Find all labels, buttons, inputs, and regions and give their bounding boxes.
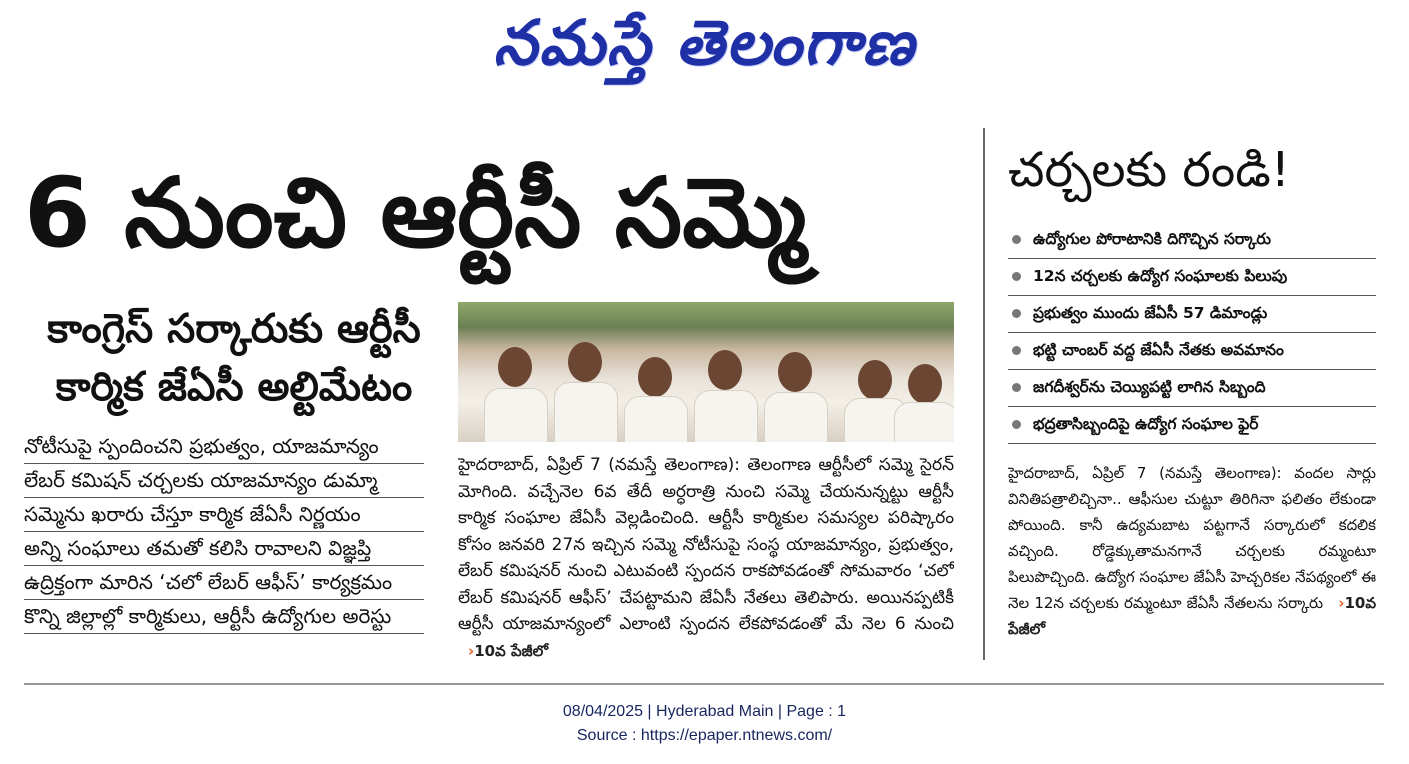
subhead-line-2: కార్మిక జేఏసీ అల్టిమేటం bbox=[55, 364, 413, 410]
side-bullet bbox=[1008, 259, 1376, 296]
photo-person-shirt bbox=[484, 388, 548, 442]
bullet-dot-icon bbox=[1012, 383, 1021, 392]
bullet-dot-icon bbox=[1012, 272, 1021, 281]
photo-person bbox=[708, 350, 742, 390]
side-bullet-text: భట్టి చాంబర్ వద్ద జేఏసీ నేతకు అవమానం bbox=[1033, 341, 1284, 359]
main-bullet: నోటీసుపై స్పందించని ప్రభుత్వం, యాజమాన్యం bbox=[24, 430, 424, 464]
side-bullet-list bbox=[1008, 222, 1376, 444]
footer-edition-info: 08/04/2025 | Hyderabad Main | Page : 1 bbox=[562, 703, 847, 720]
photo-person bbox=[858, 360, 892, 400]
bullet-dot-icon bbox=[1012, 420, 1021, 429]
side-headline: చర్చలకు రండి! bbox=[1008, 142, 1290, 198]
photo-person-shirt bbox=[764, 392, 828, 442]
main-continued-label: 10వ పేజీలో bbox=[474, 641, 549, 660]
bullet-dot-icon bbox=[1012, 346, 1021, 355]
main-bullet: ఉద్రిక్తంగా మారిన ‘చలో లేబర్ ఆఫీస్’ కార్యక్రమం bbox=[24, 566, 424, 600]
side-article-body bbox=[1008, 460, 1376, 670]
side-bullet bbox=[1008, 333, 1376, 370]
column-divider bbox=[983, 128, 985, 660]
side-bullet bbox=[1008, 370, 1376, 407]
side-bullet bbox=[1008, 222, 1376, 259]
side-bullet-text: ప్రభుత్వం ముందు జేఏసీ 57 డిమాండ్లు bbox=[1033, 304, 1268, 322]
main-continued-link[interactable] bbox=[468, 642, 548, 660]
photo-person-shirt bbox=[894, 402, 954, 442]
page-divider bbox=[24, 683, 1384, 685]
photo-person-shirt bbox=[554, 382, 618, 442]
main-subhead bbox=[24, 300, 444, 424]
main-headline: 6 నుంచి ఆర్టీసీ సమ్మె bbox=[24, 157, 807, 269]
subhead-line-1: కాంగ్రెస్ సర్కారుకు ఆర్టీసీ bbox=[47, 306, 421, 352]
photo-person bbox=[908, 364, 942, 404]
side-bullet-text: 12న చర్చలకు ఉద్యోగ సంఘాలకు పిలుపు bbox=[1033, 267, 1288, 285]
side-bullet bbox=[1008, 407, 1376, 444]
photo-person-shirt bbox=[624, 396, 688, 442]
side-bullet-text: ఉద్యోగుల పోరాటానికి దిగొచ్చిన సర్కారు bbox=[1033, 230, 1271, 248]
photo-person-shirt bbox=[694, 390, 758, 442]
photo-person bbox=[568, 342, 602, 382]
chevron-right-icon: › bbox=[468, 641, 475, 660]
photo-person bbox=[638, 357, 672, 397]
main-bullet: కొన్ని జిల్లాల్లో కార్మికులు, ఆర్టీసీ ఉద్యోగుల అరెస్టు bbox=[24, 600, 424, 634]
news-photo bbox=[458, 302, 954, 442]
photo-person bbox=[498, 347, 532, 387]
footer-source[interactable]: Source : https://epaper.ntnews.com/ bbox=[576, 727, 833, 744]
main-bullet: సమ్మెను ఖరారు చేస్తూ కార్మిక జేఏసీ నిర్ణయం bbox=[24, 498, 424, 532]
side-continued-label: 10వ పేజీలో bbox=[1008, 594, 1376, 638]
side-article-text: హైదరాబాద్, ఏప్రిల్ 7 (నమస్తే తెలంగాణ): వందల సార్లు వినితిపత్రాలిచ్చినా.. ఆఫీసుల చుట్టూ తిరిగినా ఫలితం లేకుండా పోయింది. కానీ ఉద్యమబాట పట్టగానే సర్కారులో కదలిక వచ్చింది. రోడ్డెక్కుతామనగానే చర్చలకు రమ్మంటూ పిలుపొచ్చింది. ఉద్యోగ సంఘాల జేఏసీ హెచ్చరికల నేపథ్యంలో ఈ నెల 12న చర్చలకు రమ్మంటూ జేఏసీ నేతలను సర్కారు bbox=[1008, 464, 1376, 612]
main-article-text: హైదరాబాద్, ఏప్రిల్ 7 (నమస్తే తెలంగాణ): తెలంగాణ ఆర్టీసీలో సమ్మె సైరన్ మోగింది. వచ్చేనెల 6వ తేదీ అర్ధరాత్రి నుంచి సమ్మె చేయనున్నట్టు ఆర్టీసీ కార్మిక సంఘాల జేఏసీ వెల్లడించింది. ఆర్టీసీ కార్మికుల సమస్యల పరిష్కారం కోసం జనవరి 27న ఇచ్చిన సమ్మె నోటీసుపై సంస్థ యాజమాన్యం, ప్రభుత్వం, లేబర్ కమిషనర్ నుంచి ఎటువంటి స్పందన రాకపోవడంతో సోమవారం ‘చలో లేబర్ కమిషనర్ ఆఫీస్’ చేపట్టామని జేఏసీ నేతలు తెలిపారు. అయినప్పటికీ ఆర్టీసీ యాజమాన్యంలో ఎలాంటి స్పందన లేకపోవడంతో మే నెల 6 నుంచి bbox=[458, 455, 954, 634]
page-footer bbox=[0, 700, 1409, 748]
bullet-dot-icon bbox=[1012, 235, 1021, 244]
side-bullet-text: జగదీశ్వర్‌ను చెయ్యిపట్టి లాగిన సిబ్బంది bbox=[1033, 378, 1266, 396]
masthead bbox=[0, 0, 1409, 100]
side-bullet-text: భద్రతాసిబ్బందిపై ఉద్యోగ సంఘాల ఫైర్ bbox=[1033, 415, 1259, 433]
masthead-logo: నమస్తే తెలంగాణ bbox=[493, 6, 916, 79]
photo-person bbox=[778, 352, 812, 392]
main-bullet: అన్ని సంఘాలు తమతో కలిసి రావాలని విజ్ఞప్తి bbox=[24, 532, 424, 566]
main-bullet: లేబర్ కమిషన్ చర్చలకు యాజమాన్యం డుమ్మా bbox=[24, 464, 424, 498]
side-bullet bbox=[1008, 296, 1376, 333]
chevron-right-icon: › bbox=[1338, 594, 1345, 612]
main-article-body bbox=[458, 452, 954, 672]
main-bullet-list bbox=[24, 430, 424, 634]
bullet-dot-icon bbox=[1012, 309, 1021, 318]
